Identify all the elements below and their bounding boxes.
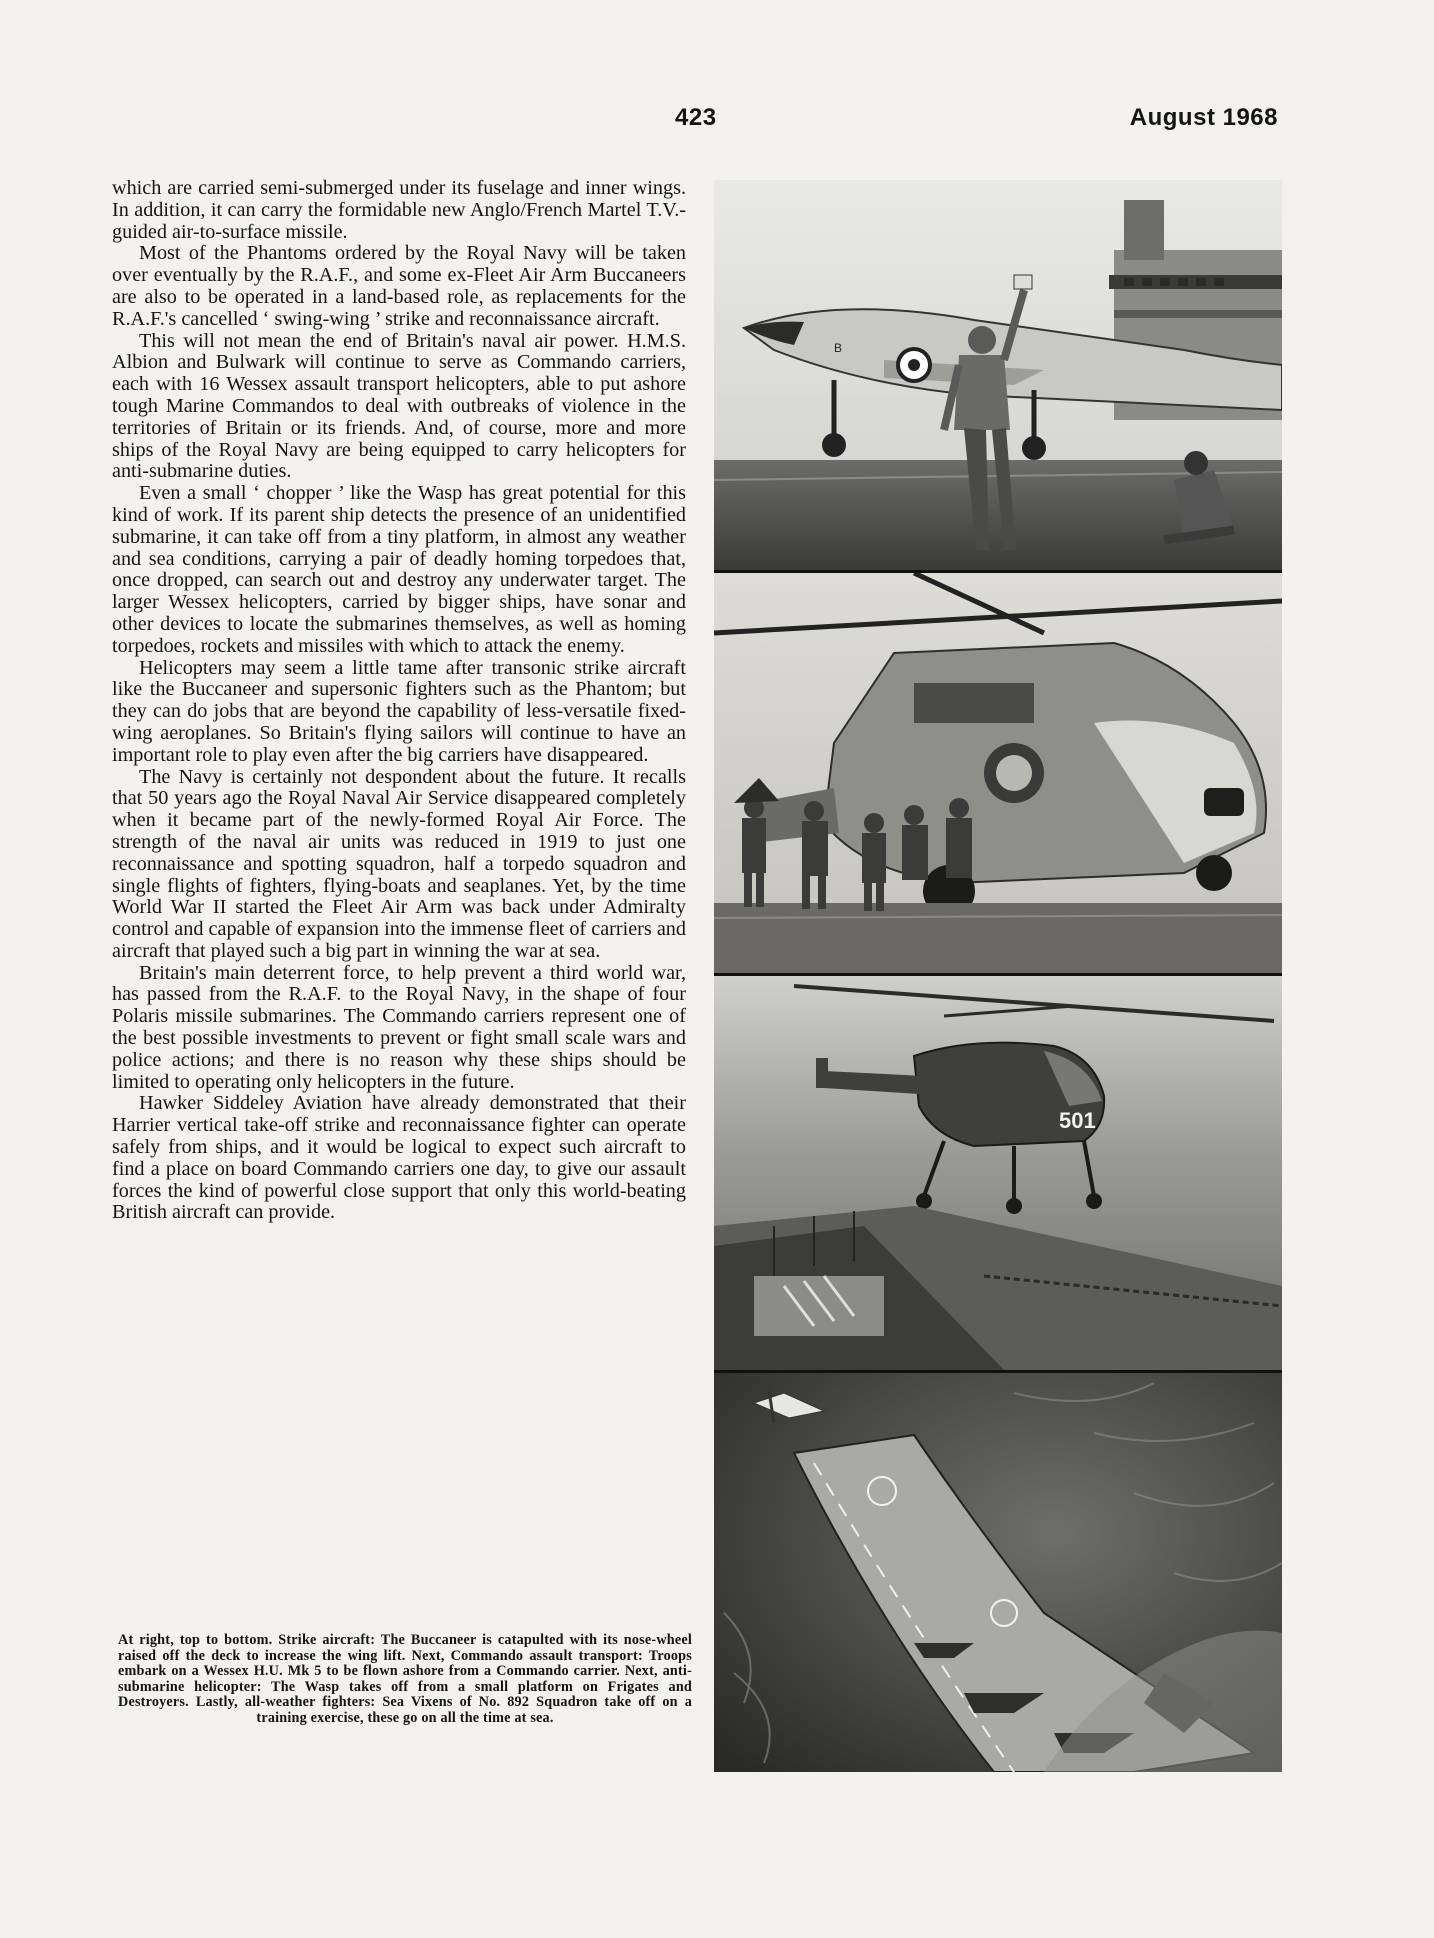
issue-date: August 1968 (1129, 104, 1278, 131)
paragraph-7: Britain's main deterrent force, to help prevent a third world war, has passed from the R.A.F. to the Royal Navy, in the shape of four Polaris missile submarines. The Commando carriers represent one of the best possible investments to prevent or fight small scale wars and police actions; and there is no reason why these ships should be limited to operating only helicopters in the future. (112, 961, 686, 1093)
paragraph-2: Most of the Phantoms ordered by the Royal Navy will be taken over eventually by the R.A.F., and some ex-Fleet Air Arm Buccaneers are also to be operated in a land-based role, as replacements for the R.A.F.'s cancelled ‘ swing-wing ’ strike and reconnaissance aircraft. (112, 242, 686, 330)
photo-wasp (714, 976, 1282, 1370)
photo-wessex (714, 573, 1282, 973)
paragraph-4: Even a small ‘ chopper ’ like the Wasp has great potential for this kind of work. If its parent ship detects the presence of an unidentified submarine, it can take off from a tiny platform, in almost any weather and sea conditions, carrying a pair of deadly homing torpedoes that, once dropped, can search out and destroy any underwater target. The larger Wessex helicopters, carried by bigger ships, have sonar and other devices to locate the submarines themselves, as well as homing torpedoes, rockets and missiles with which to attack the enemy. (112, 482, 686, 657)
helicopter-number: 501 (1059, 1108, 1096, 1133)
article-body (112, 178, 686, 1224)
paragraph-1: which are carried semi-submerged under its fuselage and inner wings. In addition, it can carry the formidable new Anglo/French Martel T.V.-guided air-to-surface missile. (112, 177, 686, 243)
paragraph-3: This will not mean the end of Britain's naval air power. H.M.S. Albion and Bulwark will continue to serve as Commando carriers, each with 16 Wessex assault transport helicopters, able to put ashore tough Marine Commandos to deal with outbreaks of violence in the territories of Britain or its friends. And, of course, more and more ships of the Royal Navy are being equipped to carry helicopters for anti-submarine duties. (112, 329, 686, 483)
photo-column (714, 180, 1282, 1772)
buccaneer-image (714, 180, 1282, 570)
paragraph-8: Hawker Siddeley Aviation have already demonstrated that their Harrier vertical take-off strike and reconnaissance fighter can operate safely from ships, and it would be logical to expect such aircraft to find a place on board Commando carriers one day, to give our assault forces the kind of powerful close support that only this world-beating British aircraft can provide. (112, 1092, 686, 1224)
paragraph-6: The Navy is certainly not despondent about the future. It recalls that 50 years ago the Royal Naval Air Service disappeared completely when it became part of the newly-formed Royal Air Force. The strength of the naval air units was reduced in 1919 to just one reconnaissance and spotting squadron, half a torpedo squadron and single flights of fighters, flying-boats and seaplanes. Yet, by the time World War II started the Fleet Air Arm was back under Admiralty control and capable of expansion into the immense fleet of carriers and aircraft that played such a big part in winning the war at sea. (112, 765, 686, 962)
photo-caption: At right, top to bottom. Strike aircraft: The Buccaneer is catapulted with its nose-wheel raised off the deck to increase the wing lift. Next, Commando assault transport: Troops embark on a Wessex H.U. Mk 5 to be flown ashore from a Commando carrier. Next, anti-submarine helicopter: The Wasp takes off from a small platform on Frigates and Destroyers. Lastly, all-weather fighters: Sea Vixens of No. 892 Squadron take off on a training exercise, these go on all the time at sea. (118, 1632, 692, 1726)
page-number: 423 (675, 104, 717, 131)
photo-buccaneer (714, 180, 1282, 570)
photo-sea-vixens (714, 1373, 1282, 1772)
paragraph-5: Helicopters may seem a little tame after transonic strike aircraft like the Buccaneer and supersonic fighters such as the Phantom; but they can do jobs that are beyond the capability of less-versatile fixed-wing aeroplanes. So Britain's flying sailors will continue to have an important role to play even after the big carriers have disappeared. (112, 656, 686, 766)
wessex-image (714, 573, 1282, 973)
sea-vixens-image (714, 1373, 1282, 1772)
aircraft-marking: B (834, 341, 843, 355)
wasp-image (714, 976, 1282, 1370)
